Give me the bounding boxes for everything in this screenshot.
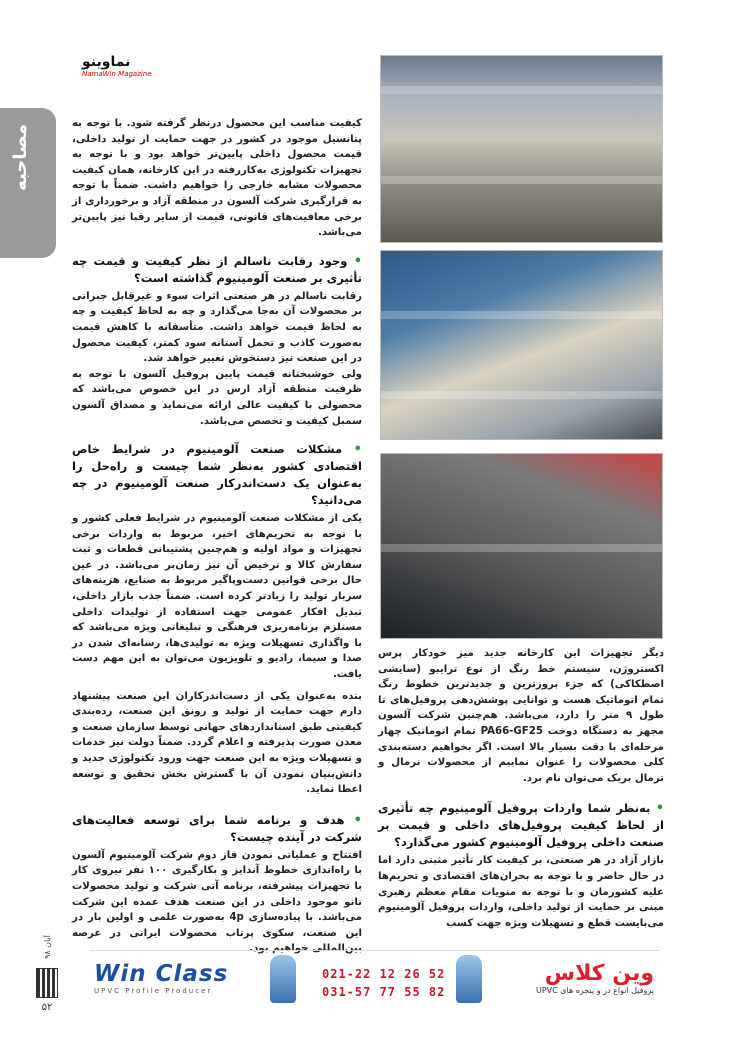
issue-date: آبان ۹۸ (42, 935, 52, 959)
mascot-right-icon (456, 955, 482, 1003)
question-heading: • مشکلات صنعت آلومینیوم در شرایط خاص اقتصادی کشور به‌نظر شما چیست و راه‌حل را به‌عنوان یک دست‌اندرکار صنعت آلومینیوم در چه می‌دانید؟ (72, 442, 362, 508)
paragraph: بنده به‌عنوان یکی از دست‌اندرکاران این صنعت پیشنهاد دارم جهت حمایت از تولید و رونق این صنعت، رده‌بندی کیفیتی طبق استانداردهای جهانی توسط سازمان صنعت و معدن صورت پذیرفته و اعلام گردد. ضمناً دولت نیز خدمات و تسهیلات ویژه به این صنعت جهت ورود تکنولوژی جدید و دانش‌بنیان نمودن آن با گسترش بخش تحقیق و توسعه اعطا نماید. (72, 690, 362, 796)
page-footer (30, 930, 64, 1013)
magazine-logo (82, 54, 162, 80)
ad-phones (322, 965, 445, 1001)
article-column-main (72, 116, 362, 957)
factory-hall-photo (380, 55, 663, 243)
paragraph: ولی خوشبختانه قیمت پایین پروفیل آلسون با توجه به ظرفیت منطقه آزاد ارس در این خصوص می‌باشد که محصولی با کیفیت عالی ارائه می‌نماید و مصداق آلسون سمبل کیفیت و تخصص می‌باشد. (72, 368, 362, 427)
ad-brand-en (94, 961, 254, 995)
ad-brand-fa (494, 961, 654, 995)
question-text: وجود رقابت ناسالم از نظر کیفیت و قیمت چه تأثیری بر صنعت آلومینیوم گذاشته است؟ (72, 253, 362, 285)
section-tab (0, 108, 56, 258)
question-text: مشکلات صنعت آلومینیوم در شرایط خاص اقتصادی کشور به‌نظر شما چیست و راه‌حل را به‌عنوان یک دست‌اندرکار صنعت آلومینیوم در چه می‌دانید؟ (72, 442, 362, 508)
ad-brand-en-name: Win Class (94, 961, 229, 987)
question-heading: • وجود رقابت ناسالم از نظر کیفیت و قیمت چه تأثیری بر صنعت آلومینیوم گذاشته است؟ (72, 253, 362, 285)
paragraph: بازار آزاد در هر صنعتی، بر کیفیت کار تأثیر مثبتی دارد اما در حال حاضر و با توجه به بحران‌های اقتصادی و تحریم‌ها علیه کشورمان و با توجه به منویات مقام معظم رهبری مبنی بر حمایت از تولید داخلی، واردات پروفیل آلومینیوم می‌بایست قطع و تسهیلات ویژه جهت کسب (378, 855, 664, 929)
paragraph: کیفیت مناسب این محصول درنظر گرفته شود. با توجه به پتانسیل موجود در کشور در جهت حمایت از تولید داخلی، قیمت محصول داخلی پایین‌تر خواهد بود و با توجه به تجهیزات تکنولوژی به‌کاررفته در این کارخانه، همان کیفیت محصولات مشابه خارجی را خواهیم داشت. ضمناً با توجه به قرارگیری شرکت آلسون در منطقه آزاد و برخورداری از برخی معافیت‌های قانونی، قیمت از سایر رقبا نیز پایین‌تر می‌باشد. (72, 118, 362, 239)
magazine-mark-icon (36, 968, 58, 998)
advertisement-banner[interactable] (90, 950, 660, 1008)
ad-brand-en-sub: UPVC Profile Producer (94, 987, 213, 995)
ad-phone-2: 031-57 77 55 82 (322, 985, 446, 999)
paragraph: رقابت ناسالم در هر صنعتی اثرات سوء و غیرقابل جبرانی بر محصولات آن به‌جا می‌گذارد و چه به لحاظ کیفیت و چه به لحاظ قیمت خواهد داشت. متأسفانه با کاهش قیمت به‌صورت کاذب و تحمل آستانه سود کمتر، کیفیت محصول در این صنعت نیز دستخوش تغییر خواهد شد. (72, 290, 362, 365)
question-heading: • به‌نظر شما واردات پروفیل آلومینیوم چه تأثیری از لحاظ کیفیت پروفیل‌های داخلی و قیمت بر صنعت داخلی پروفیل آلومینیوم کشور می‌گذارد؟ (378, 801, 664, 850)
question-text: به‌نظر شما واردات پروفیل آلومینیوم چه تأثیری از لحاظ کیفیت پروفیل‌های داخلی و قیمت بر صنعت داخلی پروفیل آلومینیوم کشور می‌گذارد؟ (378, 801, 664, 850)
extrusion-line-photo (380, 250, 663, 440)
question-text: هدف و برنامه شما برای توسعه فعالیت‌های شرکت در آینده چیست؟ (72, 812, 362, 844)
paragraph: افتتاح و عملیاتی نمودن فاز دوم شرکت آلومینیوم آلسون با راه‌اندازی خطوط آندایز و بکارگیری ۱۰۰ نفر نیروی کار با تجهیزات پیشرفته، برنامه آتی شرکت و تولید محصولات نانو موجود داخلی در این صنعت هدف عمده این شرکت می‌باشد. با پیاده‌سازی 4p به‌صورت علمی و اولین بار در این صنعت، سکوی پرتاب محصولات ایرانی در عرصه بین‌المللی خواهیم بود. (72, 849, 362, 955)
question-heading: • هدف و برنامه شما برای توسعه فعالیت‌های شرکت در آینده چیست؟ (72, 812, 362, 844)
section-tab-label: مصاحبه (10, 124, 31, 191)
paragraph: دیگر تجهیزات این کارخانه جدید میز خودکار پرس اکستروژن، سیستم خط رنگ از نوع ترایبو (سایشی اصطکاکی) که جزء بروزترین و جدیدترین خطوط رنگ تمام اتوماتیک هست و توانایی پوشش‌دهی پروفیل‌های تا طول ۹ متر را دارد، می‌باشد. هم‌چنین شرکت آلسون مجهز به دستگاه دوخت PA66-GF25 تمام اتوماتیک چهار مرحله‌ای با دقت بسیار بالا است. اگر بخواهیم دسته‌بندی کلی محصولات را عنوان نماییم از محصولات نرمال و ترمال بریک می‌توان نام برد. (378, 648, 664, 784)
paragraph: یکی از مشکلات صنعت آلومینیوم در شرایط فعلی کشور و با توجه به تحریم‌های اخیر، مربوط به واردات برخی تجهیزات و مواد اولیه و هم‌چنین پشتیبانی قطعات و ثبت سفارش کالا و ترخیص آن نیز زمان‌بر می‌باشد. در عین حال برخی قوانین دست‌وپاگیر مربوط به صنایع، هزینه‌های سربار تولید را زیادتر کرده است. ضمناً جذب بازار داخلی، تبدیل افکار عمومی جهت استفاده از تولیدات داخلی مستلزم برنامه‌ریزی فرهنگی و تبلیغاتی ویژه می‌باشد که با واگذاری تسهیلات ویژه به تولیدی‌ها، رسانه‌ای شدن در صدا و سیما، رادیو و تلویزیون می‌توان به این مهم دست یافت. (72, 513, 362, 681)
ad-brand-fa-name: وین کلاس (544, 961, 654, 986)
welding-worker-photo (380, 453, 663, 639)
ad-phone-1: 021-22 12 26 52 (322, 967, 446, 981)
mascot-left-icon (270, 955, 296, 1003)
page-number: ۵۲ (41, 1002, 53, 1013)
logo-text-en: NamaWin Magazine (82, 70, 152, 78)
logo-text-fa: نماوینو (82, 54, 131, 70)
ad-brand-fa-sub: پروفیل انواع در و پنجره های UPVC (535, 986, 654, 995)
article-column-secondary (378, 646, 664, 931)
